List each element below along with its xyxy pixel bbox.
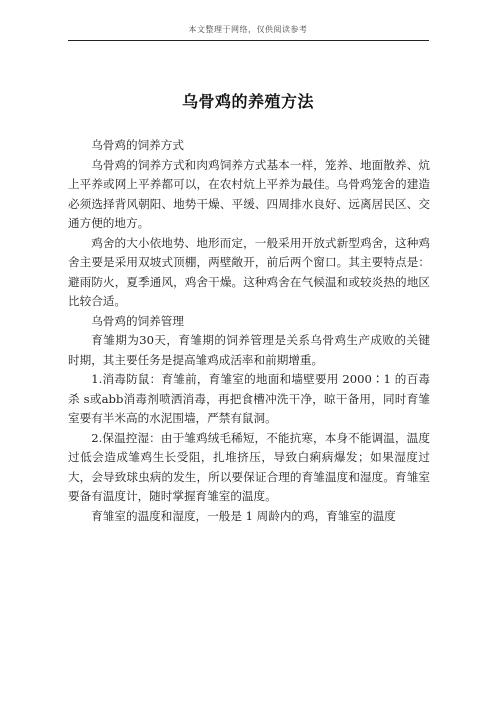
paragraph-disinfection: 1.消毒防鼠：育雏前，育雏室的地面和墙壁要用 2000∶1 的百毒杀 s或abb消毒剂喷洒消毒，再把食槽冲洗干净，晾干备用，同时育雏室要有半米高的水泥围墙，严禁有鼠洞。	[68, 372, 430, 425]
document-body	[68, 136, 430, 526]
section-heading-management: 乌骨鸡的饲养管理	[91, 313, 184, 328]
paragraph-temperature-humidity: 2.保温控湿：由于雏鸡绒毛稀短，不能抗寒，本身不能调温，温度过低会造成雏鸡生长受阻，扎堆挤压，导致白痢病爆发；如果湿度过大，会导致球虫病的发生，所以要保证合理的育雏温度和湿度。育雏室要备有温度计，随时掌握育雏室的温度。	[68, 430, 430, 503]
paragraph-brooding-temperature: 育雏室的温度和湿度，一般是 1 周龄内的鸡，育雏室的温度	[91, 508, 396, 523]
section-heading-feeding-method: 乌骨鸡的饲养方式	[91, 138, 184, 152]
paragraph-feeding-method: 乌骨鸡的饲养方式和肉鸡饲养方式基本一样，笼养、地面散养、炕上平养或网上平养都可以，在农村炕上平养为最佳。乌骨鸡笼舍的建造必须选择背风朝阳、地势干燥、平缓、四周排水良好、远离居民区、交通方便的地方。	[68, 157, 430, 230]
document-title: 乌骨鸡的养殖方法	[181, 91, 314, 111]
paragraph-brooding-period: 育雏期为30天，育雏期的饲养管理是关系乌骨鸡生产成败的关键时期，其主要任务是提高雏鸡成活率和前期增重。	[68, 333, 430, 367]
paragraph-coop-design: 鸡舍的大小依地势、地形而定，一般采用开放式新型鸡舍，这种鸡舍主要是采用双坡式顶棚，两壁敞开，前后两个窗口。其主要特点是：避雨防火，夏季通风，鸡舍干燥。这种鸡舍在气候温和或较炎热的地区比较合适。	[68, 235, 430, 308]
header-note: 本文整理于网络，仅供阅读参考	[188, 25, 308, 34]
header-divider	[68, 40, 429, 41]
